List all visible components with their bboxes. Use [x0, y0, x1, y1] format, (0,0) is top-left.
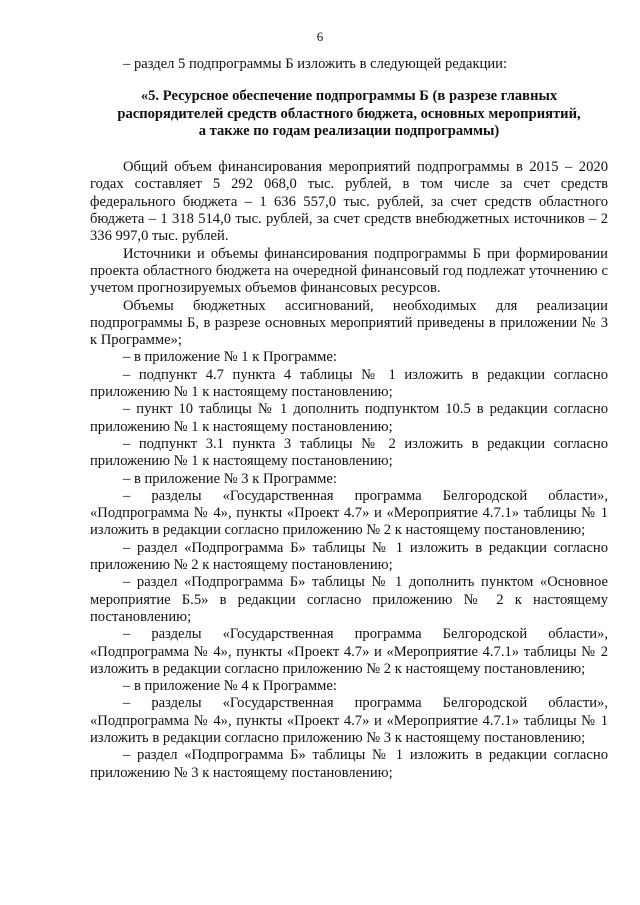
list-item: – пункт 10 таблицы № 1 дополнить подпунктом 10.5 в редакции согласно приложению № 1 к настоящему постановлению; — [90, 401, 608, 435]
intro-paragraph: – раздел 5 подпрограммы Б изложить в следующей редакции: — [123, 56, 508, 72]
list-item: – раздел «Подпрограмма Б» таблицы № 1 дополнить пунктом «Основное мероприятие Б.5» в редакции согласно приложению № 2 к настоящему постановлению; — [90, 574, 608, 625]
list-item: – разделы «Государственная программа Белгородской области», «Подпрограмма № 4», пункты «Проект 4.7» и «Мероприятие 4.7.1» таблицы № 2 изложить в редакции согласно приложению № 2 к настоящему постановлению; — [90, 626, 608, 677]
list-item: – в приложение № 1 к Программе: — [123, 349, 337, 366]
page-number: 6 — [316, 29, 324, 44]
list-item: – в приложение № 3 к Программе: — [123, 470, 337, 487]
heading-line: «5. Ресурсное обеспечение подпрограммы Б (в разрезе главных — [140, 88, 558, 105]
list-item: – в приложение № 4 к Программе: — [123, 678, 337, 695]
document-body — [90, 56, 608, 782]
section-heading — [90, 88, 608, 140]
paragraph-sources: Источники и объемы финансирования подпрограммы Б при формировании проекта областного бюджета на очередной финансовый год подлежат уточнению с учетом прогнозируемых объемов финансовых ресурсов. — [90, 245, 608, 297]
list-item: – раздел «Подпрограмма Б» таблицы № 1 изложить в редакции согласно приложению № 3 к настоящему постановлению; — [90, 747, 608, 781]
list-item: – раздел «Подпрограмма Б» таблицы № 1 изложить в редакции согласно приложению № 2 к настоящему постановлению; — [90, 539, 608, 574]
heading-line: а также по годам реализации подпрограммы) — [198, 122, 500, 139]
paragraph-total-funding: Общий объем финансирования мероприятий подпрограммы в 2015 – 2020 годах составляет 5 292 068,0 тыс. рублей, в том числе за счет средств федерального бюджета – 1 636 557,0 тыс. рублей, за счет средств областного бюджета – 1 318 514,0 тыс. рублей, за счет средств внебюджетных источников – 2 336 997,0 тыс. рублей. — [90, 159, 608, 245]
heading-line: распорядителей средств областного бюджета, основных мероприятий, — [117, 105, 581, 122]
list-item: – разделы «Государственная программа Белгородской области», «Подпрограмма № 4», пункты «Проект 4.7» и «Мероприятие 4.7.1» таблицы № 1 изложить в редакции согласно приложению № 3 к настоящему постановлению; — [90, 695, 608, 746]
list-item: – подпункт 3.1 пункта 3 таблицы № 2 изложить в редакции согласно приложению № 1 к настоящему постановлению; — [90, 435, 608, 470]
paragraph-allocations: Объемы бюджетных ассигнований, необходимых для реализации подпрограммы Б, в разрезе основных мероприятий приведены в приложении № 3 к Программе»; — [90, 297, 608, 349]
list-item: – подпункт 4.7 пункта 4 таблицы № 1 изложить в редакции согласно приложению № 1 к настоящему постановлению; — [90, 366, 608, 401]
list-item: – разделы «Государственная программа Белгородской области», «Подпрограмма № 4», пункты «Проект 4.7» и «Мероприятие 4.7.1» таблицы № 1 изложить в редакции согласно приложению № 2 к настоящему постановлению; — [90, 487, 608, 539]
